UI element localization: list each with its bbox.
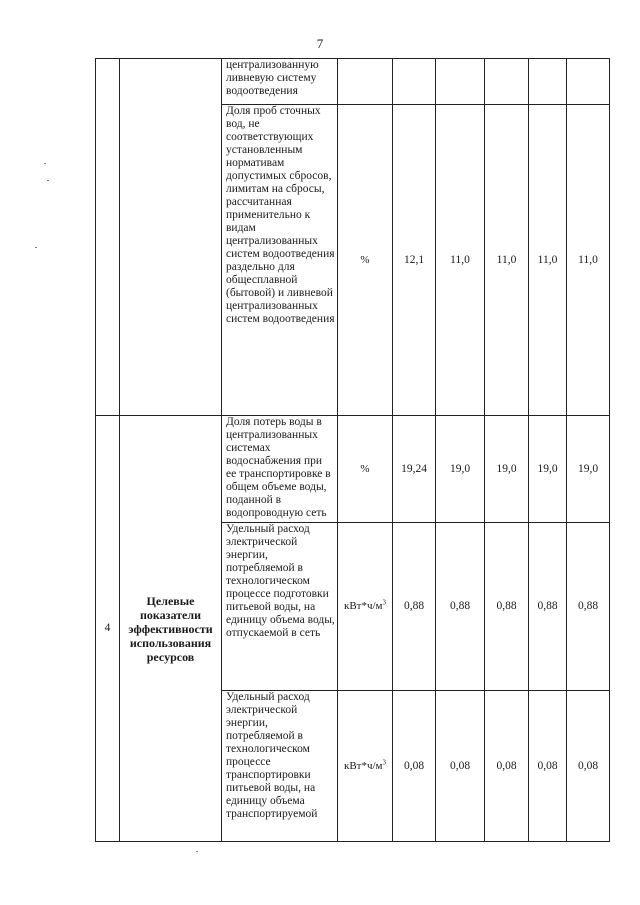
unit-cell	[338, 691, 393, 842]
indicator-cell	[222, 691, 338, 842]
value-cell	[436, 59, 485, 105]
value-cell: 11,0	[529, 105, 567, 416]
scan-speck	[44, 163, 46, 164]
value-cell: 0,08	[393, 691, 436, 842]
value-cell: 0,88	[529, 523, 567, 691]
table-row	[96, 59, 610, 105]
value-cell: 19,0	[529, 416, 567, 523]
value-cell: 0,88	[436, 523, 485, 691]
page-number: 7	[316, 36, 324, 51]
value-cell: 11,0	[567, 105, 610, 416]
indicators-table	[95, 58, 610, 842]
unit-text: кВт*ч/м	[343, 759, 383, 772]
scan-speck	[196, 851, 198, 852]
indicator-text: Удельный расход электрической энергии, потребляемой в технологическом процессе подготовки питьевой воды, на единицу объема воды, отпускаемой в сеть	[226, 523, 335, 639]
indicator-cell	[222, 523, 338, 691]
indicator-text: централизованную ливневую систему водоотведения	[226, 59, 319, 97]
value-cell	[485, 59, 529, 105]
indicator-text: Доля потерь воды в централизованных системах водоснабжения при ее транспортировке в общем объеме воды, поданной в водопроводную сеть	[226, 416, 331, 519]
scan-speck	[35, 247, 37, 248]
value-cell: 0,88	[485, 523, 529, 691]
section-name-cell	[120, 59, 222, 416]
scan-speck	[47, 180, 49, 181]
table-row	[96, 416, 610, 523]
value-cell: 0,08	[485, 691, 529, 842]
value-cell: 0,88	[393, 523, 436, 691]
value-cell: 0,08	[529, 691, 567, 842]
value-cell: 11,0	[436, 105, 485, 416]
value-cell: 19,0	[485, 416, 529, 523]
row-number-cell: 4	[96, 416, 120, 842]
value-cell: 19,24	[393, 416, 436, 523]
indicator-cell	[222, 105, 338, 416]
row-number-cell	[96, 59, 120, 416]
indicator-cell	[222, 59, 338, 105]
value-cell	[567, 59, 610, 105]
unit-cell	[338, 59, 393, 105]
unit-superscript: 3	[382, 757, 387, 766]
value-cell: 12,1	[393, 105, 436, 416]
indicator-text: Доля проб сточных вод, не соответствующих установленным нормативам допустимых сбросов, лимитам на сбросы, рассчитанная применительно к видам централизованных систем водоотведения раздельно для общесплавной (бытовой) и ливневой централизованных систем водоотведения	[226, 105, 335, 325]
value-cell	[393, 59, 436, 105]
value-cell: 0,88	[567, 523, 610, 691]
value-cell: 19,0	[567, 416, 610, 523]
value-cell: 11,0	[485, 105, 529, 416]
value-cell: 0,08	[436, 691, 485, 842]
value-cell: 0,08	[567, 691, 610, 842]
section-name-cell: Целевые показатели эффективности использования ресурсов	[120, 416, 222, 842]
unit-cell	[338, 523, 393, 691]
unit-superscript: 3	[382, 598, 387, 607]
value-cell: 19,0	[436, 416, 485, 523]
unit-cell: %	[338, 416, 393, 523]
value-cell	[529, 59, 567, 105]
unit-cell: %	[338, 105, 393, 416]
indicator-text: Удельный расход электрической энергии, потребляемой в технологическом процессе транспортировки питьевой воды, на единицу объема транспортируемой	[226, 691, 318, 820]
unit-text: кВт*ч/м	[343, 600, 383, 612]
indicator-cell	[222, 416, 338, 523]
